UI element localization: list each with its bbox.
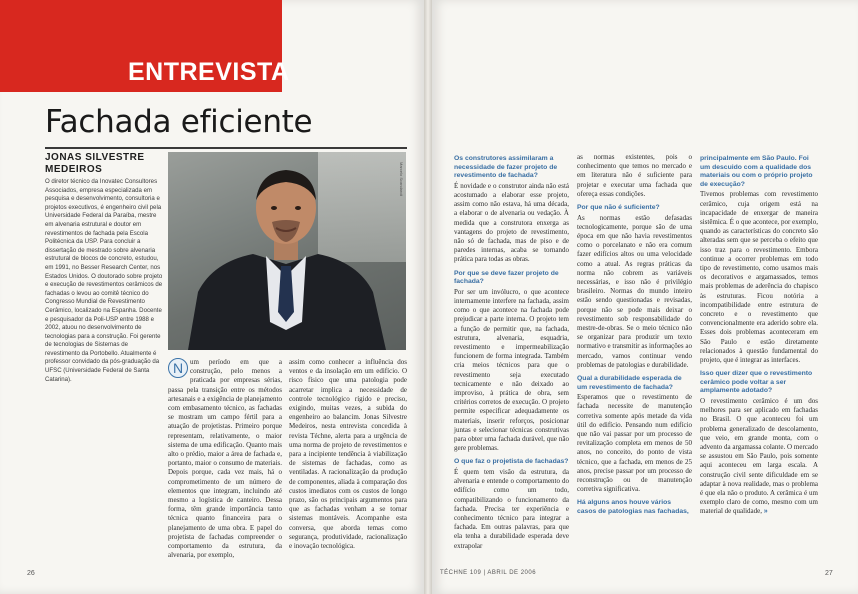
answer: Por ser um invólucro, o que acontece internamente interfere na fachada, assim como o que acontece na fachada pode prejudicar a parte interna. O projeto tem a função de permitir que, na fachada, estrutura, alvenaria, esquadria, revestimento e impermeabilização funcionem de forma integrada. Também cria meios técnicos para que o revestimento seja executado tecnicamente e não deixado ao improviso, à prática de obra, sem critérios corretos de execução. O projeto permite especificar adequadamente os materiais, inserir reforços, posicionar juntas e selecionar técnicas construtivas para obter uma fachada durável, que não gere problemas.	[454, 287, 569, 453]
question: O que faz o projetista de fachadas?	[454, 458, 569, 466]
section-banner	[0, 0, 290, 92]
dropcap: N	[168, 358, 188, 378]
qa-column-3	[700, 153, 818, 522]
intro-text-1: um período em que a construção, pelo menos a praticada por empresas sérias, passa pela transição entre os métodos artesanais e a exigência de planejamento com embasamento técnico, as fachadas se mostram um campo fértil para a atuação de projetistas. Primeiro porque representam, relativamente, o maior sistema de uma edificação. Quanto mais alto o prédio, maior a área de fachada e, portanto, maior o consumo de materiais. Depois porque, cada vez mais, há o comprometimento de um número de elementos que integram, incluindo até mesmo a logística de canteiro. Dessa forma, têm grande importância tanto técnica quanto financeira para o planejamento de uma obra. E papel do projetista de fachadas compreender o comportamento da estrutura, da alvenaria, por exemplo,	[168, 358, 282, 560]
answer	[700, 397, 818, 517]
headline-rule	[45, 147, 407, 149]
interviewee-photo	[168, 152, 406, 350]
answer: Tivemos problemas com revestimento cerâmico, cuja origem está na incapacidade de enxergar de maneira sistêmica. É o que acontece, por exemplo, quando as características do concreto são alteradas sem que se perceba o efeito que isso traz para o revestimento. Embora continue a ocorrer problemas em todo tipo de revestimento, como usamos mais os decorativos e argamassados, temos mais problemas de aderência do chapisco às estruturas. Ficou notória a incompatibilidade entre estrutura de concreto e o revestimento que convencionalmente era aderido sobre ela. Esses dois problemas aconteceram em São Paulo e estão diretamente relacionados à questão fundamental do projeto, que é integrar as interfaces.	[700, 190, 818, 365]
question: Por que não é suficiente?	[577, 204, 660, 212]
page-number-right: 27	[825, 570, 833, 577]
portrait-illustration	[168, 152, 406, 350]
qa-column-1	[454, 153, 569, 556]
answer-text: O revestimento cerâmico é um dos melhores para ser aplicado em fachadas no Brasil. O que aconteceu foi um problema generalizado de descolamento, que veio, em grande monta, com o advento da argamassa colante. O mercado se assustou em São Paulo, pois somente aqui aconteceu em larga escala. A construção civil sente dificuldade em se adaptar à nova realidade, mas o problema é que ela não o produto. A cerâmica é um exemplo claro de como, mesmo com um material de qualidade,	[700, 397, 818, 516]
left-page	[0, 0, 424, 594]
running-title: TÉCHNE 109 | ABRIL DE 2006	[440, 570, 537, 576]
question: Os construtores assimilaram a necessidade de fazer projeto de revestimento de fachada?	[454, 155, 558, 180]
question: Qual a durabilidade esperada de um revestimento de fachada?	[577, 375, 682, 391]
intro-column-2: assim como conhecer a influência dos ventos e da insolação em um edifício. O risco físico que uma patologia pode acarretar implica a necessidade de controle tecnológico rígido e preciso, exigindo, muitas vezes, a subida do engenheiro ao balancim. Jonas Silvestre Medeiros, nesta entrevista concedida à revista Téchne, alerta para a urgência de uma norma de projeto de revestimentos e para a incipiente tendência à viabilização de sistemas de fachadas, como as ventiladas. A racionalização da produção de componentes, aliada à comparação dos custos imediatos com os custos de longo prazo, são os principais argumentos para que as fachadas venham a se tornar sistemas montáveis. Acompanhe esta conversa, que aborda temas como segurança, produtividade, racionalização e inovação tecnológica.	[289, 358, 407, 551]
page-number-left: 26	[27, 570, 35, 577]
interviewee-bio: O diretor técnico da Inovatec Consultores Associados, empresa especializada em pesquisa e desenvolvimento, consultoria e projetos executivos, é engenheiro civil pela Universidade Federal da Paraíba, mestre em alvenaria estrutural e doutor em revestimentos de fachada pela Escola Politécnica da USP. Para concluir a dissertação de mestrado sobre alvenaria estrutural de blocos de concreto, estudou, em 1991, no Besser Research Center, nos Estados Unidos. O doutorado sobre projeto e execução de revestimentos cerâmicos de fachadas o levou ao comitê técnico do Congresso Mundial de Revestimento Cerâmico, localizado na Espanha. Docente e pesquisador da Poli-USP entre 1988 e 2002, atuou no desenvolvimento de tecnologias para a construção. Foi gerente de tecnologias de Sistemas de revestimento da Portobello. Atualmente é professor convidado da pós-graduação da UFSC (Universidade Federal de Santa Catarina).	[45, 178, 163, 383]
answer: É novidade e o construtor ainda não está acostumado a elaborar esse projeto, assim como não estava, há uma década, a elaborar o de alvenaria ou vedação. À medida que a construtora enxerga as vantagens do projeto de revestimento, não só de fachada, mas de piso e de paredes internas, acaba se tornando prática para todas as obras.	[454, 181, 569, 264]
photo-credit: Marcelo Scandaroli	[399, 162, 404, 197]
answer: É quem tem visão da estrutura, da alvenaria e entende o comportamento do edifício como um todo, compatibilizando o funcionamento da fachada. Precisa ter experiência e conhecimento técnico para integrar a fachada. Em outras palavras, para que ela tenha a durabilidade esperada deve extrapolar	[454, 468, 569, 550]
spine-gutter	[424, 0, 432, 594]
intro-column-1	[168, 358, 282, 560]
interviewee-name: JONAS SILVESTRE MEDEIROS	[45, 152, 145, 175]
question: Há alguns anos houve vários casos de patologias nas fachadas,	[577, 499, 689, 516]
answer: As normas estão defasadas tecnologicamente, porque são de uma época em que não havia revestimentos como o porcelanato e não era comum fazer edifícios altos ou uma velocidade como a atual. As regras práticas da norma não cobrem as variáveis necessárias, e isso não é privilégio brasileiro. Normas do mundo inteiro estão sendo questionadas e revisadas, porque não se pode mais deixar o revestimento sob responsabilidade do mestre-de-obras. Se o meio técnico não se organizar para produzir um texto normativo e transmitir as informações ao mercado, vamos continuar vendo problemas de patologias e durabilidade.	[577, 213, 692, 369]
section-label: ENTREVISTA	[128, 58, 290, 86]
answer: as normas existentes, pois o conhecimento que temos no mercado e em literatura não é suficiente para projetar e executar uma fachada que ofereça essas condições.	[577, 153, 692, 198]
answer: Esperamos que o revestimento de fachada necessite de manutenção corretiva somente após metade da vida útil do edifício. Pensando num edifício que não vai passar por um processo de revitalização completa em menos de 50 anos, no conceito, do ponto de vista técnico, que a fachada, em menos de 25 anos, precise passar por um processo de reconstrução ou de manutenção corretiva significativa.	[577, 393, 692, 494]
article-headline: Fachada eficiente	[45, 104, 313, 140]
question: Isso quer dizer que o revestimento cerâmico pode voltar a ser amplamente adotado?	[700, 370, 813, 395]
continue-arrow-icon: »	[763, 508, 768, 516]
question: Por que se deve fazer projeto de fachada?	[454, 269, 559, 286]
question: principalmente em São Paulo. Foi um descuido com a qualidade dos materiais ou com o próprio projeto de execução?	[700, 155, 813, 188]
qa-column-2	[577, 153, 692, 518]
